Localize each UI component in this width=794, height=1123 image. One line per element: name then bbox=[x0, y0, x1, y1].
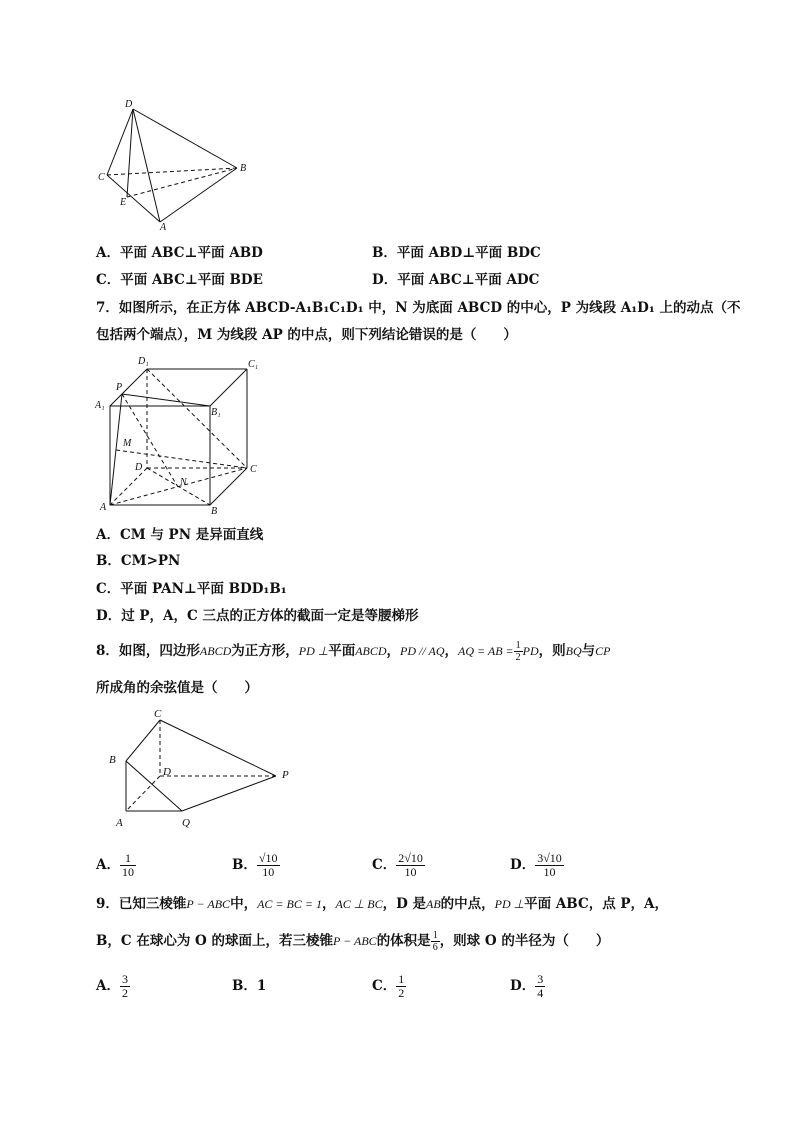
fraction-volume: $\frac{1}{6}$ bbox=[432, 930, 438, 953]
label-N: N bbox=[180, 477, 187, 488]
label-M: M bbox=[123, 438, 132, 449]
label-P: P bbox=[282, 769, 289, 781]
q7-option-a: A．CM 与 PN 是异面直线 bbox=[96, 527, 264, 543]
q7-option-b: B．CM>PN bbox=[96, 553, 181, 569]
label-A: A bbox=[160, 222, 167, 233]
q9-option-a: A． $\frac{3}{2}$ bbox=[96, 972, 128, 1000]
fraction: $\frac{3√10}{10}$ bbox=[537, 851, 562, 879]
label-Q: Q bbox=[182, 817, 190, 829]
label-E: E bbox=[120, 197, 127, 208]
q7-option-d: D．过 P，A，C 三点的正方体的截面一定是等腰梯形 bbox=[96, 608, 419, 624]
q8-stem-line1: 8．如图，四边形ABCD为正方形，PD ⊥平面ABCD，PD // AQ，AQ = AB = $\frac{1}{2}$ PD，则BQ与CP bbox=[96, 640, 611, 663]
fraction: $\frac{2√10}{10}$ bbox=[398, 851, 423, 879]
label-D: D bbox=[135, 462, 143, 473]
fraction: $\frac{√10}{10}$ bbox=[258, 851, 278, 879]
label-B: B bbox=[109, 754, 116, 766]
q8-stem-line2: 所成角的余弦值是（ ） bbox=[96, 680, 258, 696]
q7-stem-line2: 包括两个端点），M 为线段 AP 的中点，则下列结论错误的是（ ） bbox=[96, 327, 517, 343]
label-D: D bbox=[163, 766, 171, 778]
q8-option-a: A． $\frac{1}{10}$ bbox=[96, 851, 134, 879]
label-A1: A₁ bbox=[95, 400, 105, 411]
label-B: B bbox=[240, 163, 247, 174]
fraction: $\frac{1}{10}$ bbox=[121, 851, 134, 879]
label-A: A bbox=[100, 502, 107, 513]
q6-option-d: D．平面 ABC⊥平面 ADC bbox=[372, 272, 540, 288]
q8-option-c: C． $\frac{2√10}{10}$ bbox=[372, 851, 423, 879]
q9-option-d: D． $\frac{3}{4}$ bbox=[510, 972, 544, 1000]
q6-option-a: A．平面 ABC⊥平面 ABD bbox=[96, 245, 263, 261]
tetrahedron-figure bbox=[90, 95, 260, 235]
q8-option-b: B． $\frac{√10}{10}$ bbox=[232, 851, 278, 879]
fraction: $\frac{3}{4}$ bbox=[537, 972, 544, 1000]
q6-option-b: B．平面 ABD⊥平面 BDC bbox=[372, 245, 541, 261]
q7-stem-line1: 7．如图所示，在正方体 ABCD-A₁B₁C₁D₁ 中，N 为底面 ABCD 的中心，P 为线段 A₁D₁ 上的动点（不 bbox=[96, 300, 741, 316]
pyramid-figure bbox=[100, 705, 305, 830]
label-B1: B₁ bbox=[211, 407, 221, 418]
q8-option-d: D． $\frac{3√10}{10}$ bbox=[510, 851, 562, 879]
label-B: B bbox=[211, 506, 218, 517]
fraction-half: $\frac{1}{2}$ bbox=[515, 640, 521, 663]
fraction: $\frac{1}{2}$ bbox=[398, 972, 405, 1000]
q7-option-c: C．平面 PAN⊥平面 BDD₁B₁ bbox=[96, 581, 287, 597]
label-P: P bbox=[116, 382, 123, 393]
q9-option-c: C． $\frac{1}{2}$ bbox=[372, 972, 405, 1000]
q9-stem-line2: B，C 在球心为 O 的球面上，若三棱锥P − ABC的体积是 $\frac{1}{6}$ ，则球 O 的半径为（ ） bbox=[96, 930, 610, 953]
label-C1: C₁ bbox=[248, 359, 259, 370]
label-D: D bbox=[125, 99, 133, 110]
q6-option-c: C．平面 ABC⊥平面 BDE bbox=[96, 272, 263, 288]
label-D1: D₁ bbox=[138, 356, 149, 367]
q9-option-b: B．1 bbox=[232, 978, 267, 994]
label-A: A bbox=[116, 817, 123, 829]
label-C: C bbox=[154, 708, 162, 720]
label-C: C bbox=[250, 464, 257, 475]
cube-figure bbox=[90, 350, 270, 520]
label-C: C bbox=[98, 172, 105, 183]
fraction: $\frac{3}{2}$ bbox=[121, 972, 128, 1000]
q9-stem-line1: 9．已知三棱锥P − ABC中，AC = BC = 1，AC ⊥ BC，D 是AB的中点，PD ⊥平面 ABC，点 P，A， bbox=[96, 896, 669, 912]
